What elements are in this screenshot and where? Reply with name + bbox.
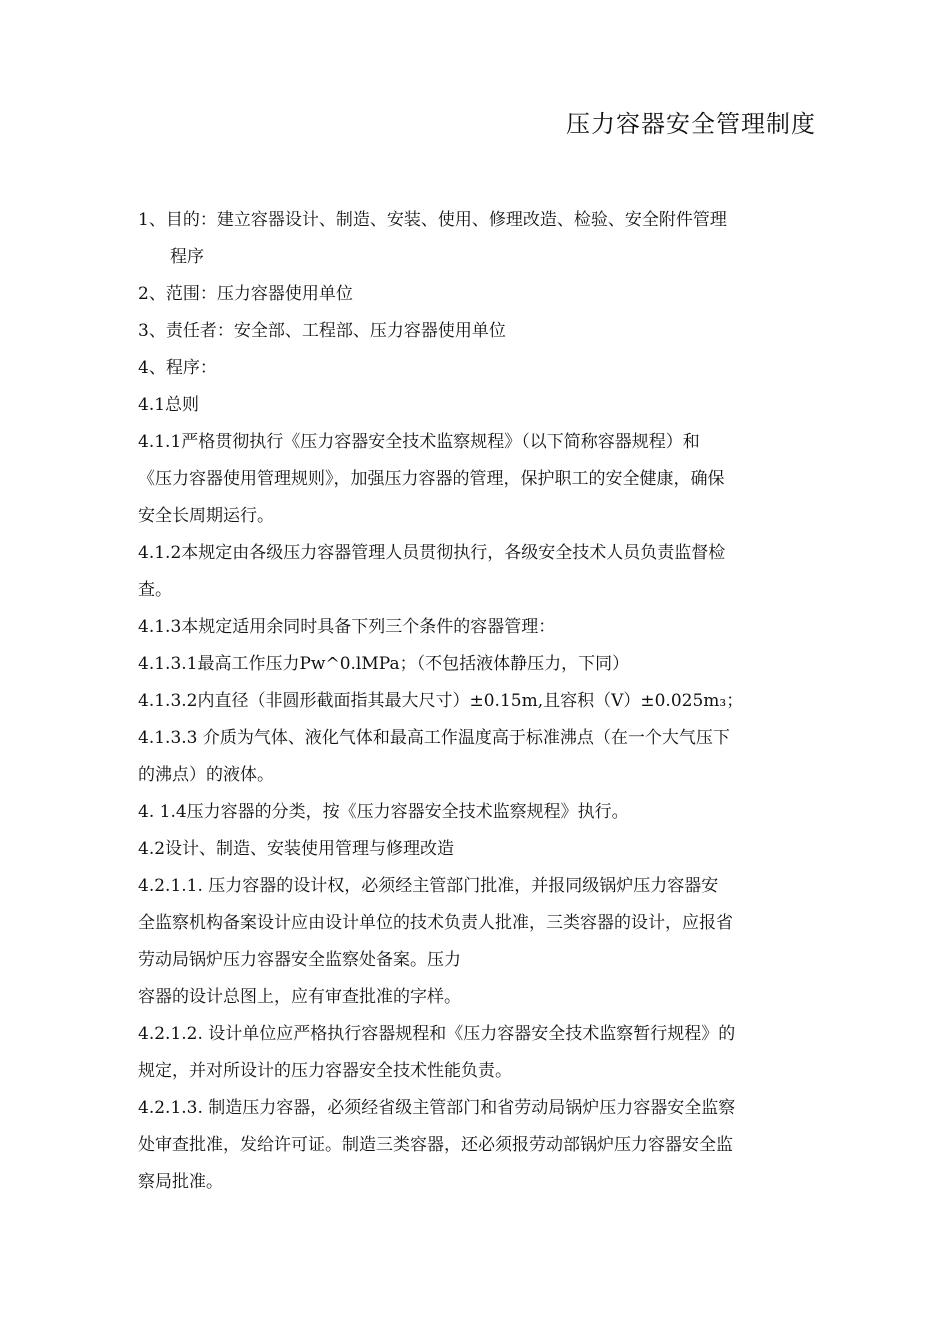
paragraph-line: 4.1.3.1最高工作压力Pw^0.lMPa；（不包括液体静压力，下同） [138,654,630,674]
paragraph-line: 4.1.3.2内直径（非圆形截面指其最大尺寸）±0.15m,且容积（V）±0.025m₃； [138,691,744,711]
paragraph-line: 的沸点）的液体。 [138,765,274,785]
document-title: 压力容器安全管理制度 [566,110,816,138]
paragraph-line: 4.1.3.3 介质为气体、液化气体和最高工作温度高于标准沸点（在一个大气压下 [138,728,730,748]
section-heading: 4.2设计、制造、安装使用管理与修理改造 [138,839,455,859]
paragraph-line: 3、责任者：安全部、工程部、压力容器使用单位 [138,321,506,341]
paragraph-line: 《压力容器使用管理规则》，加强压力容器的管理，保护职工的安全健康，确保 [138,469,725,489]
paragraph-line: 2、范围：压力容器使用单位 [138,284,353,304]
paragraph-line: 4.1.3本规定适用余同时具备下列三个条件的容器管理： [138,617,556,637]
paragraph-line: 劳动局锅炉压力容器安全监察处备案。压力 [138,950,461,970]
paragraph-line: 程序 [170,247,204,267]
document-body [138,202,818,1201]
paragraph-line: 安全长周期运行。 [138,506,274,526]
paragraph-line: 处审查批准，发给许可证。制造三类容器，还必须报劳动部锅炉压力容器安全监 [138,1135,733,1155]
paragraph-line: 4.2.1.2. 设计单位应严格执行容器规程和《压力容器安全技术监察暂行规程》的 [138,1024,736,1044]
paragraph-line: 4. 1.4压力容器的分类，按《压力容器安全技术监察规程》执行。 [138,802,629,822]
paragraph-line: 4.2.1.3. 制造压力容器，必须经省级主管部门和省劳动局锅炉压力容器安全监察 [138,1098,736,1118]
paragraph-line: 查。 [138,580,172,600]
paragraph-line: 全监察机构备案设计应由设计单位的技术负责人批准，三类容器的设计，应报省 [138,913,733,933]
paragraph-line: 4.1.2本规定由各级压力容器管理人员贯彻执行，各级安全技术人员负责监督检 [138,543,726,563]
paragraph-line: 4、程序： [138,358,217,378]
paragraph-line: 规定，并对所设计的压力容器安全技术性能负责。 [138,1061,512,1081]
paragraph-line: 察局批准。 [138,1172,223,1192]
paragraph-line: 容器的设计总图上，应有审查批准的字样。 [138,987,461,1007]
paragraph-line: 1、目的：建立容器设计、制造、安装、使用、修理改造、检验、安全附件管理 [138,210,727,230]
paragraph-line: 4.1.1严格贯彻执行《压力容器安全技术监察规程》（以下简称容器规程）和 [138,432,700,452]
paragraph-line: 4.2.1.1. 压力容器的设计权，必须经主管部门批准，并报同级锅炉压力容器安 [138,876,719,896]
section-heading: 4.1总则 [138,395,200,415]
